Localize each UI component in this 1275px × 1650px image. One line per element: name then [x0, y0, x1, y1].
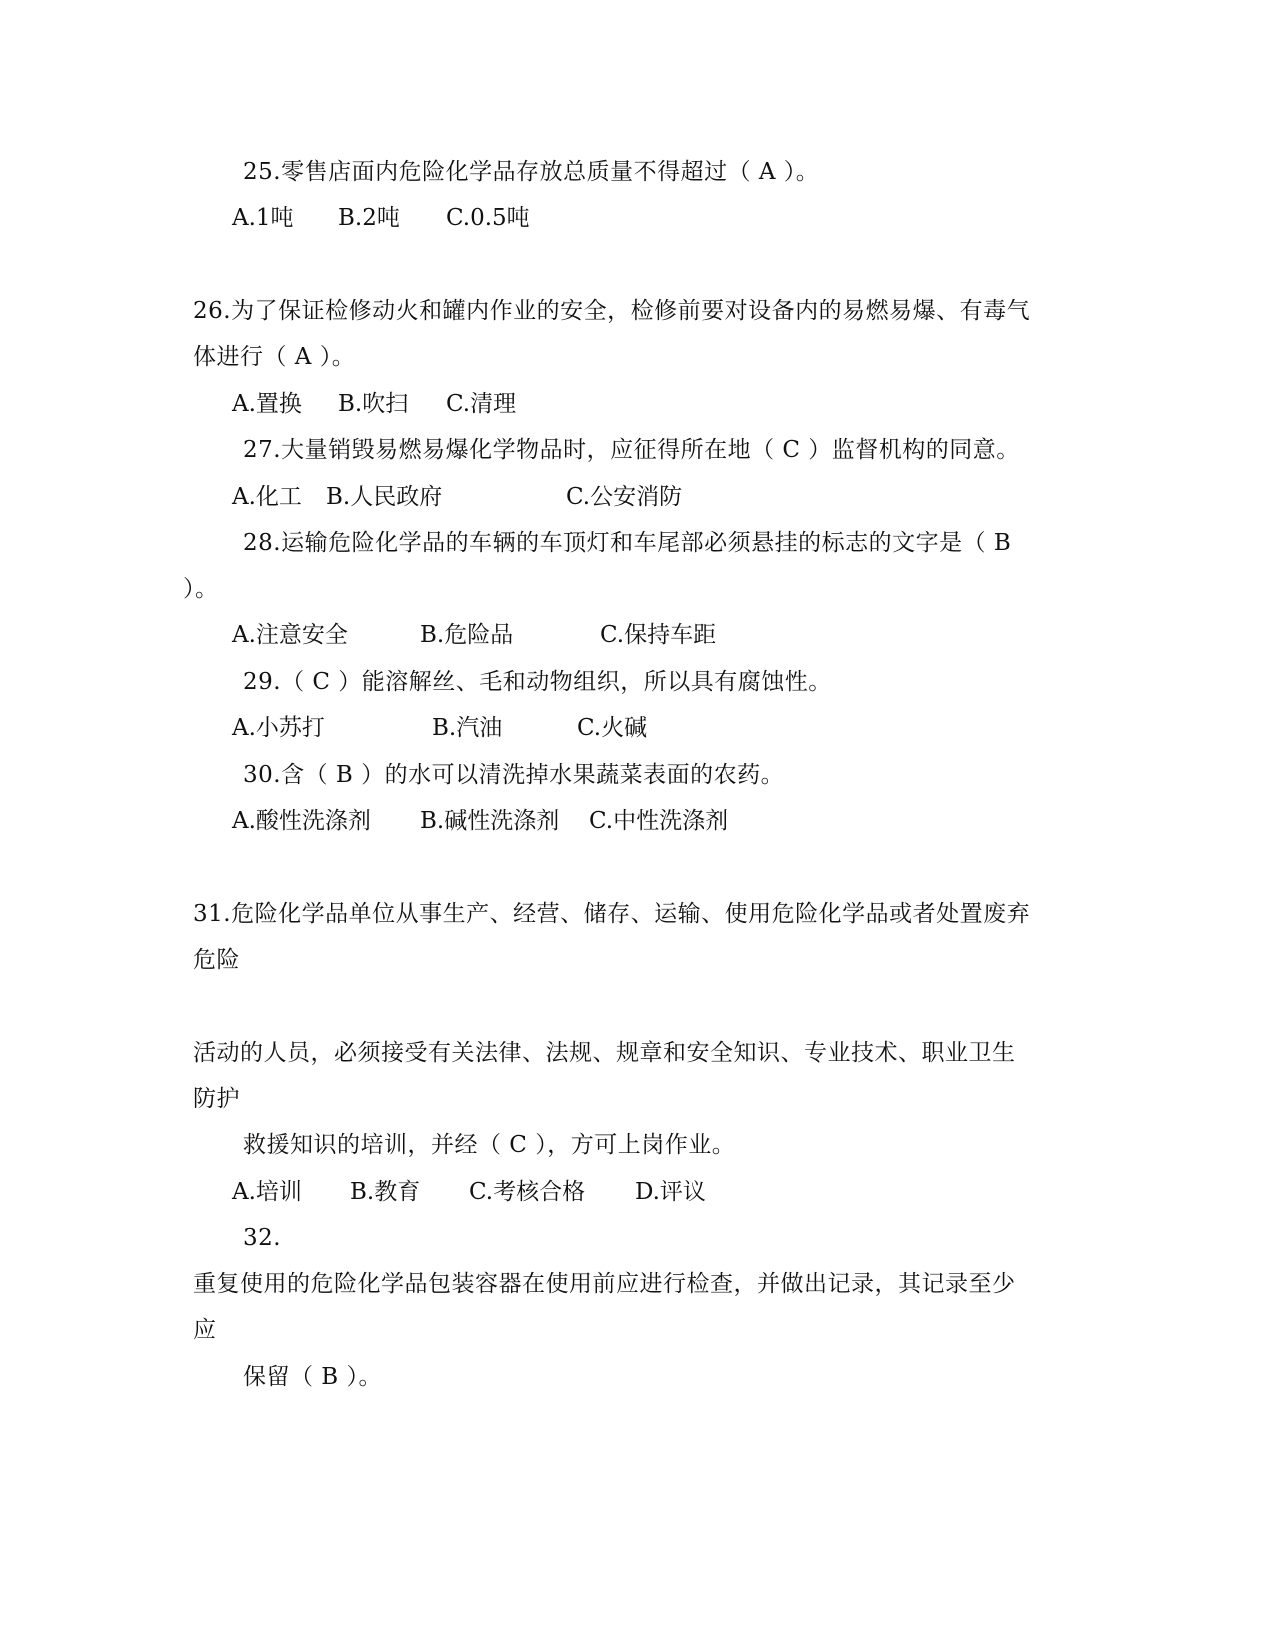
question-27-text: 27.大量销毁易燃易爆化学物品时，应征得所在地（ C ）监督机构的同意。	[243, 437, 1020, 463]
question-31-line5: 救援知识的培训，并经（ C ），方可上岗作业。	[243, 1132, 736, 1158]
q28-option-a: A.注意安全	[232, 622, 348, 648]
q26-option-c: C.清理	[446, 391, 517, 417]
question-28-line2: ）。	[183, 576, 219, 602]
q30-option-a: A.酸性洗涤剂	[232, 808, 371, 834]
q31-option-a: A.培训	[232, 1179, 302, 1205]
question-32-line1: 重复使用的危险化学品包装容器在使用前应进行检查，并做出记录，其记录至少	[193, 1271, 1016, 1297]
q27-option-c: C.公安消防	[566, 484, 683, 510]
question-31-line4: 防护	[193, 1086, 240, 1112]
q28-option-c: C.保持车距	[600, 622, 717, 648]
question-26-line2: 体进行（ A ）。	[193, 344, 356, 370]
question-26-line1: 26.为了保证检修动火和罐内作业的安全，检修前要对设备内的易燃易爆、有毒气	[193, 298, 1031, 324]
question-29-text: 29.（ C ）能溶解丝、毛和动物组织，所以具有腐蚀性。	[243, 669, 832, 695]
q25-option-c: C.0.5吨	[446, 205, 530, 231]
question-31-line1: 31.危险化学品单位从事生产、经营、储存、运输、使用危险化学品或者处置废弃	[193, 901, 1031, 927]
q25-option-b: B.2吨	[338, 205, 400, 231]
q31-option-c: C.考核合格	[469, 1179, 586, 1205]
q30-option-c: C.中性洗涤剂	[589, 808, 729, 834]
question-32-line3: 保留（ B ）。	[243, 1364, 383, 1390]
q26-option-a: A.置换	[232, 391, 302, 417]
q28-option-b: B.危险品	[420, 622, 514, 648]
q29-option-c: C.火碱	[577, 715, 648, 741]
q29-option-a: A.小苏打	[232, 715, 325, 741]
q31-option-d: D.评议	[635, 1179, 706, 1205]
question-28-line1: 28.运输危险化学品的车辆的车顶灯和车尾部必须悬挂的标志的文字是（ B	[243, 530, 1012, 556]
question-31-line3: 活动的人员，必须接受有关法律、法规、规章和安全知识、专业技术、职业卫生	[193, 1040, 1016, 1066]
q27-option-a: A.化工	[232, 484, 302, 510]
question-31-line2: 危险	[193, 947, 240, 973]
q26-option-b: B.吹扫	[338, 391, 409, 417]
question-32-number: 32.	[243, 1225, 282, 1251]
q31-option-b: B.教育	[350, 1179, 421, 1205]
q30-option-b: B.碱性洗涤剂	[420, 808, 560, 834]
question-32-line2: 应	[193, 1317, 217, 1343]
q29-option-b: B.汽油	[432, 715, 503, 741]
q25-option-a: A.1吨	[232, 205, 294, 231]
question-30-text: 30.含（ B ）的水可以清洗掉水果蔬菜表面的农药。	[243, 762, 785, 788]
question-25-text: 25.零售店面内危险化学品存放总质量不得超过（ A ）。	[243, 159, 820, 185]
q27-option-b: B.人民政府	[326, 484, 443, 510]
